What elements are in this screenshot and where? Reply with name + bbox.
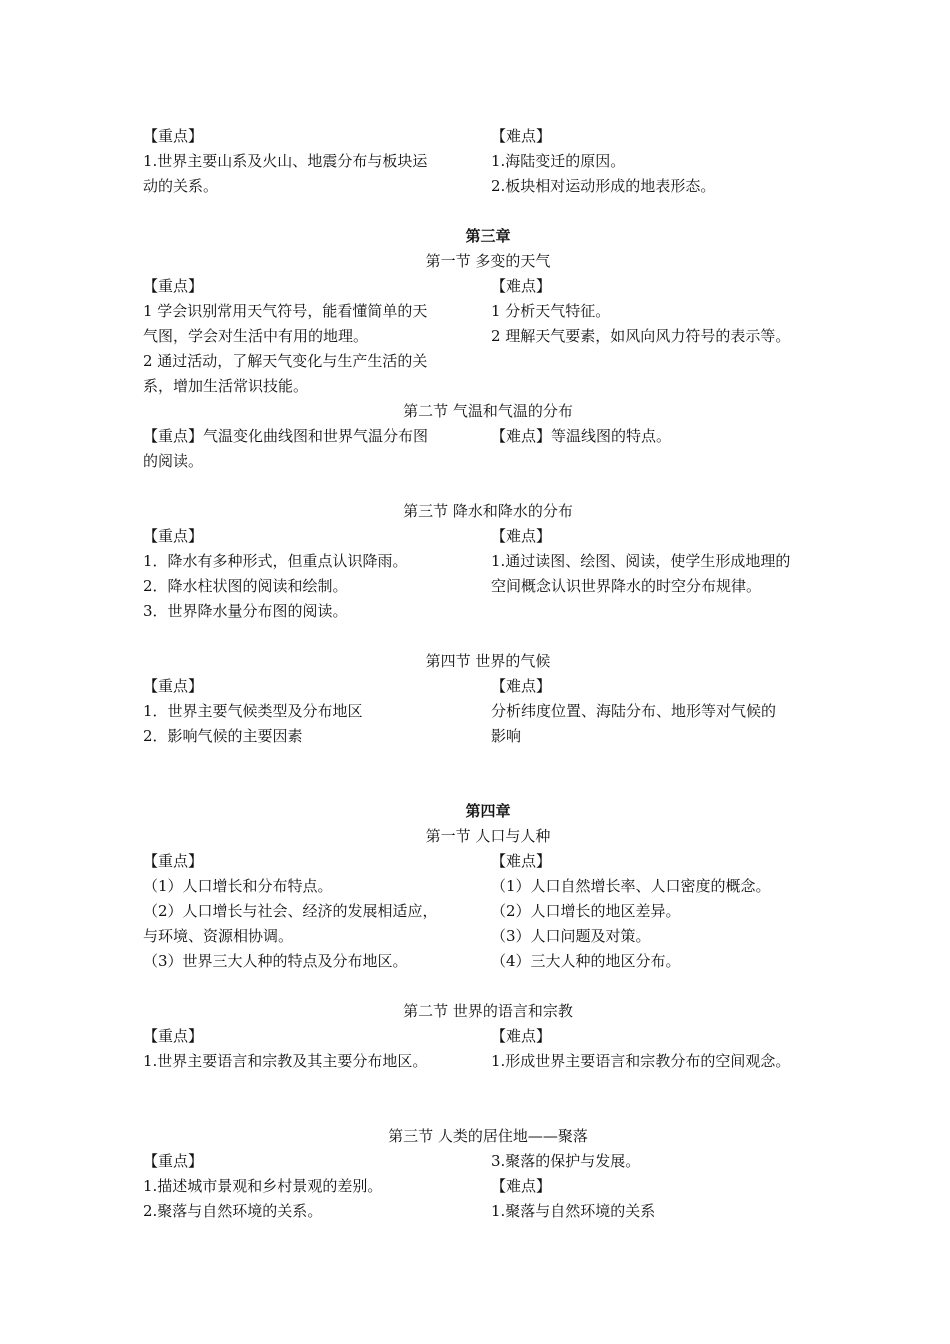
- difficulty-line: 1.形成世界主要语言和宗教分布的空间观念。: [491, 1052, 791, 1070]
- difficulty-line: 【难点】等温线图的特点。: [491, 427, 672, 445]
- difficulty-line: 1.通过读图、绘图、阅读，使学生形成地理的: [491, 552, 791, 570]
- key-line: （2）人口增长与社会、经济的发展相适应，: [143, 902, 438, 920]
- key-line: 1.描述城市景观和乡村景观的差别。: [143, 1177, 383, 1195]
- difficulty-column: [491, 524, 833, 624]
- ch4-s1-block: [143, 849, 833, 974]
- section-title: 第三节 降水和降水的分布: [403, 502, 573, 520]
- ch2-tail-block: [143, 124, 833, 199]
- difficulty-line: 2 理解天气要素，如风向风力符号的表示等。: [491, 327, 791, 345]
- key-column: [143, 524, 491, 624]
- difficulty-column: [491, 1024, 833, 1074]
- key-column: [143, 274, 491, 399]
- difficulty-line: 空间概念认识世界降水的时空分布规律。: [491, 577, 762, 595]
- difficulty-label: 【难点】: [491, 277, 552, 295]
- difficulty-line: （3）人口问题及对策。: [491, 927, 651, 945]
- key-line: 的阅读。: [143, 452, 204, 470]
- key-line: 气图，学会对生活中有用的地理。: [143, 327, 369, 345]
- difficulty-label: 【难点】: [491, 127, 552, 145]
- section-title: 第一节 多变的天气: [425, 252, 551, 270]
- ch4-s3-block: [143, 1149, 833, 1224]
- difficulty-column: [491, 674, 833, 749]
- key-label: 【重点】: [143, 1027, 204, 1045]
- document-page: [143, 124, 833, 1224]
- ch3-s3-block: [143, 524, 833, 624]
- difficulty-column: [491, 849, 833, 974]
- ch3-s2-block: [143, 424, 833, 474]
- key-line: 系，增加生活常识技能。: [143, 377, 309, 395]
- difficulty-label: 【难点】: [491, 527, 552, 545]
- difficulty-line: 影响: [491, 727, 522, 745]
- key-line: （3）世界三大人种的特点及分布地区。: [143, 952, 408, 970]
- difficulty-line: 1 分析天气特征。: [491, 302, 611, 320]
- key-column: [143, 1149, 491, 1224]
- key-line: 1.世界主要语言和宗教及其主要分布地区。: [143, 1052, 428, 1070]
- ch2-key-column: [143, 124, 491, 199]
- key-label: 【重点】: [143, 677, 204, 695]
- chapter-title: 第三章: [465, 227, 511, 245]
- difficulty-line: （1）人口自然增长率、人口密度的概念。: [491, 877, 771, 895]
- difficulty-label: 【难点】: [491, 852, 552, 870]
- ch4-s2-block: [143, 1024, 833, 1074]
- key-line: 1.世界主要山系及火山、地震分布与板块运: [143, 152, 428, 170]
- section-title: 第二节 世界的语言和宗教: [403, 1002, 573, 1020]
- key-label: 【重点】: [143, 852, 204, 870]
- difficulty-column: [491, 274, 833, 399]
- difficulty-column: [491, 424, 833, 474]
- chapter-title: 第四章: [465, 802, 511, 820]
- key-line: 3.聚落的保护与发展。: [491, 1152, 641, 1170]
- key-line: 2.聚落与自然环境的关系。: [143, 1202, 323, 1220]
- key-label: 【重点】: [143, 127, 204, 145]
- key-label: 【重点】: [143, 527, 204, 545]
- key-line: 1．世界主要气候类型及分布地区: [143, 702, 363, 720]
- difficulty-label: 【难点】: [491, 1027, 552, 1045]
- difficulty-line: 2.板块相对运动形成的地表形态。: [491, 177, 716, 195]
- key-line: 与环境、资源相协调。: [143, 927, 294, 945]
- key-column: [143, 1024, 491, 1074]
- difficulty-line: 分析纬度位置、海陆分布、地形等对气候的: [491, 702, 777, 720]
- ch2-difficulty-column: [491, 124, 833, 199]
- key-column: [143, 674, 491, 749]
- ch3-s1-block: [143, 274, 833, 399]
- difficulty-line: （2）人口增长的地区差异。: [491, 902, 681, 920]
- key-column: [143, 849, 491, 974]
- key-line: 动的关系。: [143, 177, 219, 195]
- key-line: 1 学会识别常用天气符号，能看懂简单的天: [143, 302, 428, 320]
- difficulty-label: 【难点】: [491, 1177, 552, 1195]
- section-title: 第三节 人类的居住地——聚落: [388, 1127, 588, 1145]
- difficulty-line: 1.海陆变迁的原因。: [491, 152, 626, 170]
- difficulty-line: （4）三大人种的地区分布。: [491, 952, 681, 970]
- key-line: 2．降水柱状图的阅读和绘制。: [143, 577, 348, 595]
- section-title: 第二节 气温和气温的分布: [403, 402, 573, 420]
- section-title: 第一节 人口与人种: [425, 827, 551, 845]
- right-column: [491, 1149, 833, 1224]
- section-title: 第四节 世界的气候: [425, 652, 551, 670]
- key-line: 【重点】气温变化曲线图和世界气温分布图: [143, 427, 429, 445]
- key-line: 2 通过活动，了解天气变化与生产生活的关: [143, 352, 428, 370]
- key-column: [143, 424, 491, 474]
- key-line: 3．世界降水量分布图的阅读。: [143, 602, 348, 620]
- key-label: 【重点】: [143, 1152, 204, 1170]
- difficulty-label: 【难点】: [491, 677, 552, 695]
- difficulty-line: 1.聚落与自然环境的关系: [491, 1202, 656, 1220]
- key-line: 2．影响气候的主要因素: [143, 727, 303, 745]
- key-line: 1．降水有多种形式，但重点认识降雨。: [143, 552, 408, 570]
- key-label: 【重点】: [143, 277, 204, 295]
- key-line: （1）人口增长和分布特点。: [143, 877, 333, 895]
- ch3-s4-block: [143, 674, 833, 749]
